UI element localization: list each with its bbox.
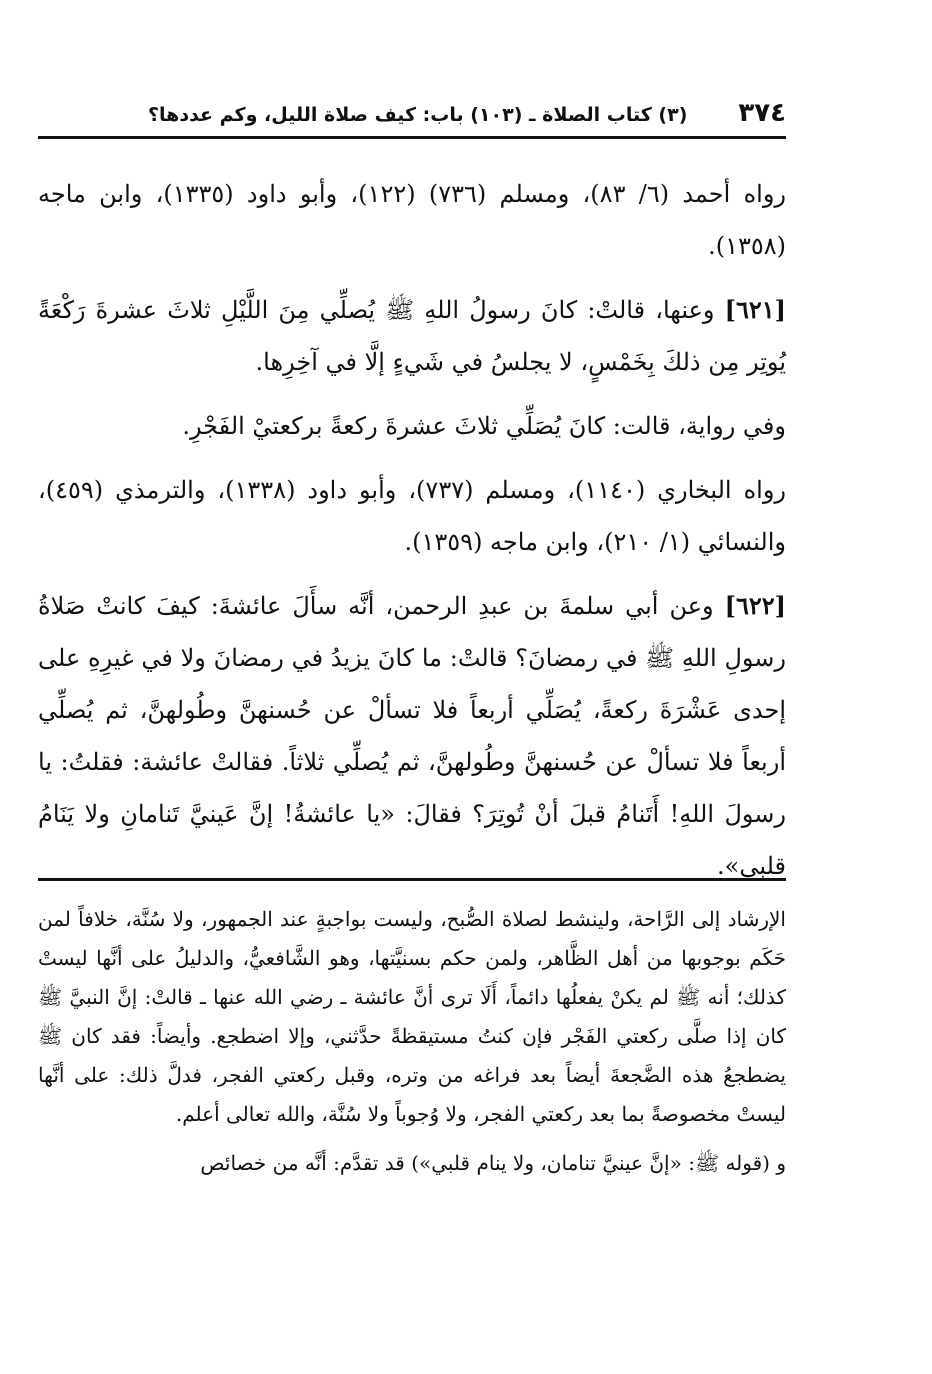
takhrij-paragraph: رواه أحمد (٦/ ٨٣)، ومسلم (٧٣٦) (١٢٢)، وأبو داود (١٣٣٥)، وابن ماجه (١٣٥٨). (38, 180, 786, 260)
hadith-622 (38, 580, 786, 892)
riwaya-paragraph: وفي رواية، قالت: كانَ يُصَلِّي ثلاثَ عشرةَ ركعةً بركعتيْ الفَجْرِ. (182, 412, 786, 440)
footnote-divider (38, 878, 786, 881)
hadith-number: [٦٢٢] (724, 591, 786, 620)
chapter-title: (٣) كتاب الصلاة ـ (١٠٣) باب: كيف صلاة الليل، وكم عددها؟ (148, 104, 688, 126)
hadith-621 (38, 284, 786, 388)
footnote (38, 900, 786, 1183)
footnote-paragraph: و (قوله ﷺ: «إنَّ عينيَّ تنامان، ولا ينام قلبي») قد تقدَّم: أنَّه من خصائص (200, 1151, 786, 1175)
main-text (38, 168, 786, 892)
footnote-paragraph: الإرشاد إلى الرَّاحة، ولينشط لصلاة الصُّبح، وليست بواجبةٍ عند الجمهور، ولا سُنَّة، خلافاً لمن حَكَم بوجوبها من أهل الظَّاهر، ولمن حكم بسنيَّتها، وهو الشَّافعيُّ، والدليلُ على أنَّها ليستْ كذلك؛ أنه ﷺ لم يكنْ يفعلُها دائماً، أَلَا ترى أنَّ عائشة ـ رضي الله عنها ـ قالتْ: إنَّ النبيَّ ﷺ كان إذا صلَّى ركعتي الفَجْر فإن كنتُ مستيقظةً حدَّثني، وإلا اضطجع. وأيضاً: فقد كان ﷺ يضطجعُ هذه الضَّجعةَ أيضاً بعد فراغه من وتره، وقبل ركعتي الفجر، فدلَّ ذلك: على أنَّها ليستْ مخصوصةً بما بعد ركعتي الفجر، ولا وُجوباً ولا سُنَّة، والله تعالى أعلم. (38, 907, 786, 1126)
running-head (38, 96, 786, 139)
hadith-text: وعنها، قالتْ: كانَ رسولُ اللهِ ﷺ يُصلِّي مِنَ اللَّيْلِ ثلاثَ عشرةَ رَكْعَةً يُوتِر مِن ذلكَ بِخَمْسٍ، لا يجلسُ في شَيءٍ إلَّا في آخِرِها. (38, 296, 786, 376)
hadith-text: وعن أبي سلمةَ بن عبدِ الرحمن، أنَّه سأَلَ عائشةَ: كيفَ كانتْ صَلاةُ رسولِ اللهِ ﷺ في رمضانَ؟ قالتْ: ما كانَ يزيدُ في رمضانَ ولا في غيرِهِ على إحدى عَشْرَةَ ركعةً، يُصَلِّي أربعاً فلا تسألْ عن حُسنهنَّ وطُولهنَّ، ثم يُصلِّي أربعاً فلا تسألْ عن حُسنهنَّ وطُولهنَّ، ثم يُصلِّي ثلاثاً. فقالتْ عائشة: فقلتُ: يا رسولَ اللهِ! أَتَنامُ قبلَ أنْ تُوتِرَ؟ فقالَ: «يا عائشةُ! إنَّ عَينيَّ تَنامانِ ولا يَنَامُ قلبي». (38, 592, 786, 880)
hadith-number: [٦٢١] (724, 295, 786, 324)
takhrij-paragraph: رواه البخاري (١١٤٠)، ومسلم (٧٣٧)، وأبو داود (١٣٣٨)، والترمذي (٤٥٩)، والنسائي (١/ ٢١٠)، وابن ماجه (١٣٥٩). (38, 476, 786, 556)
page-number: ٣٧٤ (738, 98, 786, 128)
